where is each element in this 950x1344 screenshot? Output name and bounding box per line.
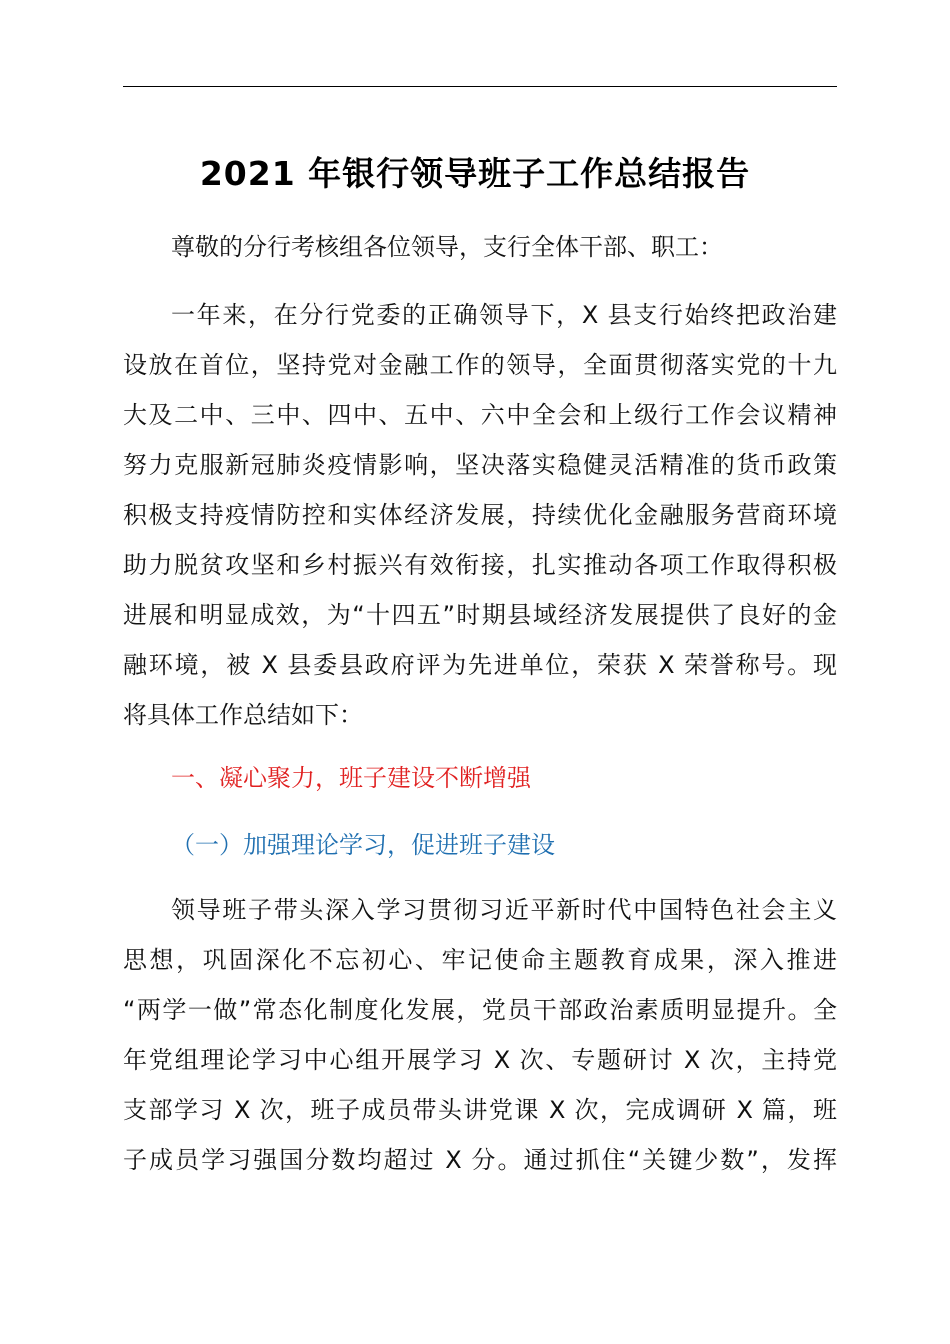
- intro-line: 努力克服新冠肺炎疫情影响，坚决落实稳健灵活精准的货币政策: [123, 451, 837, 479]
- header-rule: [123, 86, 837, 87]
- body-line: 年党组理论学习中心组开展学习 X 次、专题研讨 X 次，主持党: [123, 1046, 837, 1074]
- intro-line: 融环境，被 X 县委县政府评为先进单位，荣获 X 荣誉称号。现: [123, 651, 837, 679]
- intro-line: 设放在首位，坚持党对金融工作的领导，全面贯彻落实党的十九: [123, 351, 837, 379]
- intro-line: 大及二中、三中、四中、五中、六中全会和上级行工作会议精神: [123, 401, 837, 429]
- section-heading-1: 一、凝心聚力，班子建设不断增强: [171, 764, 531, 792]
- body-line: 子成员学习强国分数均超过 X 分。通过抓住“关键少数”，发挥: [123, 1146, 837, 1174]
- intro-line: 积极支持疫情防控和实体经济发展，持续优化金融服务营商环境: [123, 501, 837, 529]
- intro-line: 将具体工作总结如下：: [123, 701, 363, 729]
- intro-line: 助力脱贫攻坚和乡村振兴有效衔接，扎实推动各项工作取得积极: [123, 551, 837, 579]
- intro-line: 一年来，在分行党委的正确领导下，X 县支行始终把政治建: [171, 301, 837, 329]
- section-heading-2: （一）加强理论学习，促进班子建设: [171, 831, 555, 859]
- body-line: 思想，巩固深化不忘初心、牢记使命主题教育成果，深入推进: [123, 946, 837, 974]
- document-title: 2021 年银行领导班子工作总结报告: [199, 154, 751, 193]
- salutation: 尊敬的分行考核组各位领导，支行全体干部、职工：: [171, 233, 723, 261]
- body-line: “两学一做”常态化制度化发展，党员干部政治素质明显提升。全: [123, 996, 837, 1024]
- body-line: 领导班子带头深入学习贯彻习近平新时代中国特色社会主义: [171, 896, 837, 924]
- intro-line: 进展和明显成效，为“十四五”时期县域经济发展提供了良好的金: [123, 601, 837, 629]
- body-line: 支部学习 X 次，班子成员带头讲党课 X 次，完成调研 X 篇，班: [123, 1096, 837, 1124]
